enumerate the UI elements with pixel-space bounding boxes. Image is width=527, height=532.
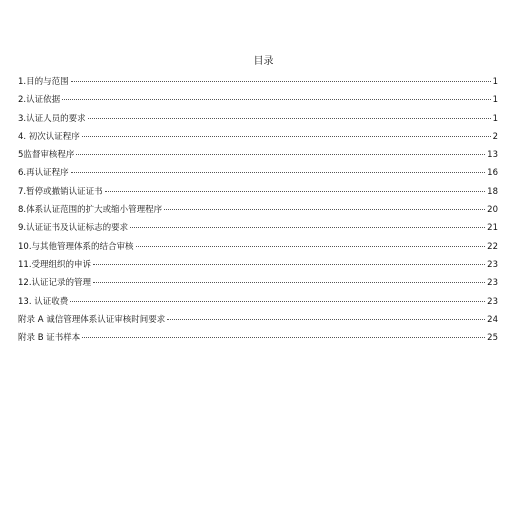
- toc-entry-page-number: 20: [487, 205, 498, 216]
- toc-entry[interactable]: [18, 128, 498, 146]
- dot-leader: [82, 337, 485, 338]
- toc-entry[interactable]: [18, 219, 498, 237]
- dot-leader: [71, 81, 491, 82]
- toc-entry[interactable]: [18, 146, 498, 164]
- dot-leader: [130, 227, 485, 228]
- dot-leader: [76, 154, 485, 155]
- toc-entry-page-number: 22: [487, 241, 498, 252]
- toc-entry-title: 7.暂停或撤销认证证书: [18, 186, 103, 197]
- toc-entry-title: 9.认证证书及认证标志的要求: [18, 223, 129, 234]
- toc-entry-page-number: 25: [487, 333, 498, 344]
- toc-entry[interactable]: [18, 238, 498, 256]
- toc-entry[interactable]: [18, 91, 498, 109]
- toc-entry[interactable]: [18, 201, 498, 219]
- dot-leader: [164, 209, 485, 210]
- toc-entry-page-number: 16: [487, 168, 498, 179]
- toc-entry[interactable]: [18, 293, 498, 311]
- toc-entry-page-number: 21: [487, 223, 498, 234]
- toc-entry[interactable]: [18, 274, 498, 292]
- dot-leader: [93, 264, 485, 265]
- toc-entry-page-number: 1: [492, 95, 498, 106]
- toc-entry-title: 2.认证依据: [18, 95, 61, 106]
- toc-entry[interactable]: [18, 110, 498, 128]
- toc-entry-page-number: 23: [487, 259, 498, 270]
- toc-entry-title: 11.受理组织的申诉: [18, 259, 92, 270]
- dot-leader: [136, 246, 486, 247]
- toc-title: 目录: [253, 56, 274, 67]
- dot-leader: [105, 191, 486, 192]
- toc-entry-title: 附录 A 诚信管理体系认证审核时间要求: [18, 314, 166, 325]
- toc-entry-page-number: 23: [487, 278, 498, 289]
- dot-leader: [88, 118, 491, 119]
- toc-entry[interactable]: [18, 329, 498, 347]
- dot-leader: [70, 301, 485, 302]
- dot-leader: [93, 282, 485, 283]
- toc-entry[interactable]: [18, 164, 498, 182]
- toc-entry-title: 6.再认证程序: [18, 168, 69, 179]
- toc-entry-title: 5监督审核程序: [18, 150, 75, 161]
- toc-entry[interactable]: [18, 183, 498, 201]
- dot-leader: [82, 136, 491, 137]
- table-of-contents: [18, 73, 498, 347]
- toc-entry-title: 1.目的与范围: [18, 77, 69, 87]
- toc-entry-title: 附录 B 证书样本: [18, 333, 81, 344]
- toc-entry-page-number: 18: [487, 186, 498, 197]
- dot-leader: [62, 99, 490, 100]
- toc-entry-title: 3.认证人员的要求: [18, 113, 86, 124]
- dot-leader: [167, 319, 485, 320]
- toc-entry-page-number: 2: [492, 131, 498, 142]
- toc-entry-page-number: 1: [492, 77, 498, 87]
- toc-entry-title: 8.体系认证范围的扩大或缩小管理程序: [18, 205, 163, 216]
- toc-entry-title: 13. 认证收费: [18, 296, 69, 307]
- toc-entry-title: 10.与其他管理体系的结合审核: [18, 241, 134, 252]
- toc-entry-title: 4. 初次认证程序: [18, 131, 80, 142]
- toc-entry-page-number: 13: [487, 150, 498, 161]
- toc-entry[interactable]: [18, 256, 498, 274]
- toc-entry-title: 12.认证记录的管理: [18, 278, 92, 289]
- toc-entry-page-number: 23: [487, 296, 498, 307]
- dot-leader: [71, 172, 486, 173]
- toc-entry[interactable]: [18, 73, 498, 91]
- toc-entry[interactable]: [18, 311, 498, 329]
- toc-entry-page-number: 1: [492, 113, 498, 124]
- toc-entry-page-number: 24: [487, 314, 498, 325]
